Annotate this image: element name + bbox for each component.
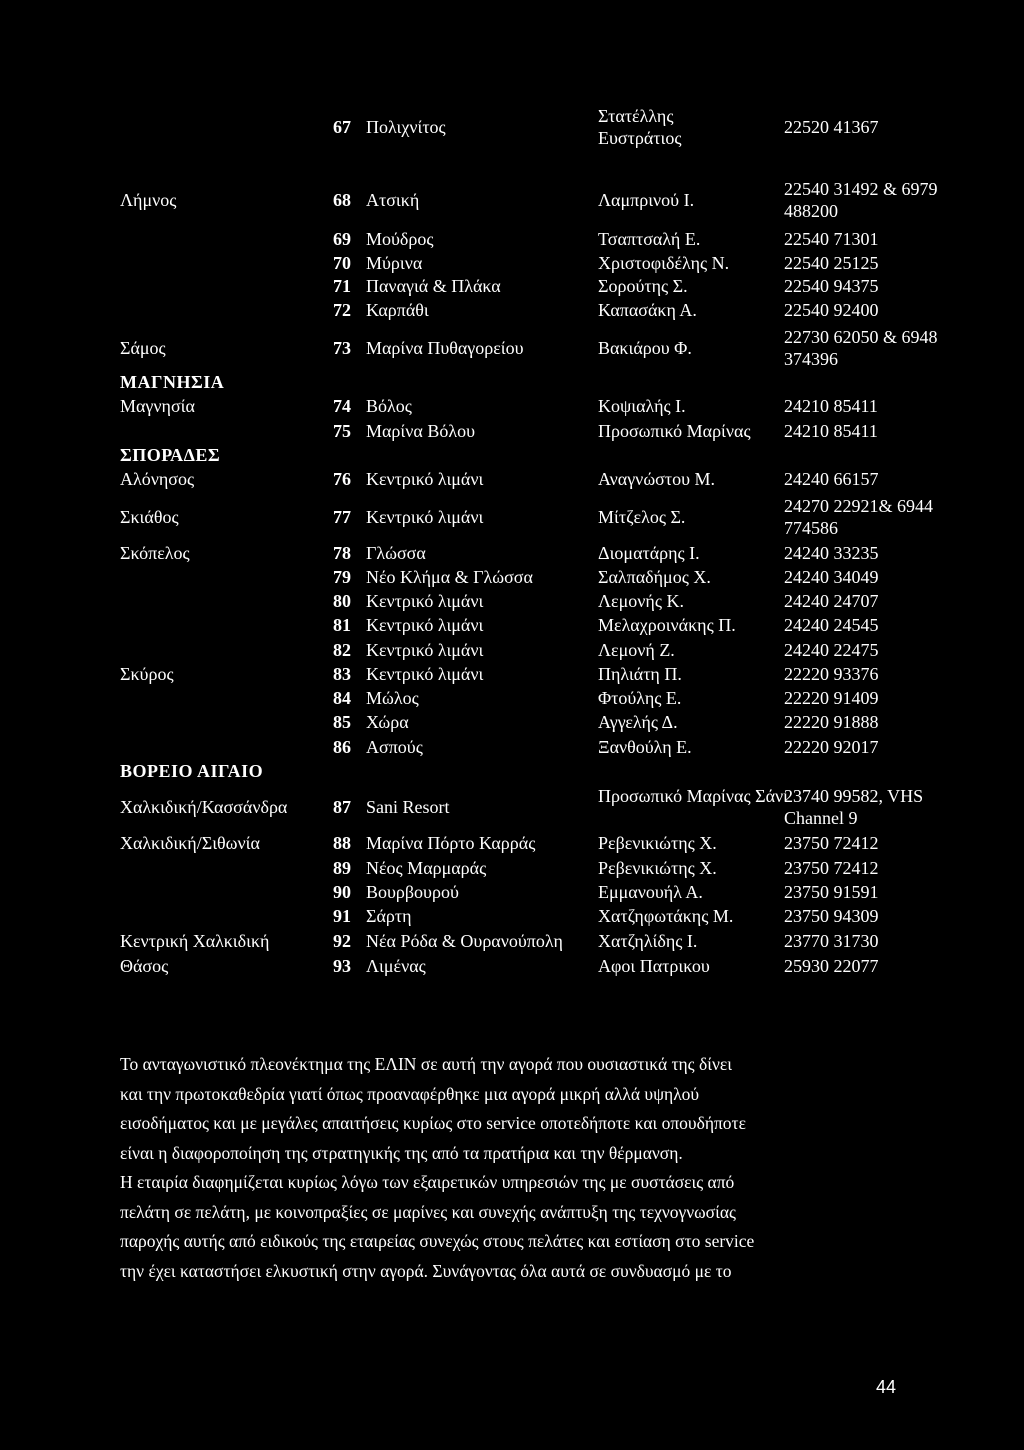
region-cell: Αλόνησος — [120, 469, 195, 489]
person-cell: Προσωπικό Μαρίνας — [598, 421, 751, 441]
phone-cell: 23750 94309 — [784, 906, 879, 926]
row-number: 82 — [333, 640, 351, 660]
phone-cell: 22540 31492 & 6979 488200 — [784, 179, 938, 221]
location-cell: Μαρίνα Πυθαγορείου — [366, 338, 524, 358]
location-cell: Κεντρικό λιμάνι — [366, 615, 484, 635]
row-number: 78 — [333, 543, 351, 563]
phone-cell: 22540 71301 — [784, 229, 879, 249]
phone-cell: 24270 22921& 6944 774586 — [784, 496, 934, 538]
person-cell: Καπασάκη Α. — [598, 300, 697, 320]
person-cell — [598, 785, 788, 807]
phone-cell: 22520 41367 — [784, 117, 879, 137]
region-cell: Σάμος — [120, 338, 166, 358]
region-cell: Σκύρος — [120, 664, 174, 684]
row-number: 81 — [333, 615, 351, 635]
row-number: 80 — [333, 591, 351, 611]
phone-cell: 24240 34049 — [784, 567, 879, 587]
region-cell: Χαλκιδική/Κασσάνδρα — [120, 797, 288, 817]
row-number: 91 — [333, 906, 351, 926]
location-cell: Παναγιά & Πλάκα — [366, 276, 501, 296]
person-cell: Λεμονή Ζ. — [598, 640, 675, 660]
phone-cell: 23770 31730 — [784, 931, 879, 951]
region-cell: Σκιάθος — [120, 507, 179, 527]
phone-cell: 23740 99582, VHS Channel 9 — [784, 786, 924, 828]
row-number: 93 — [333, 956, 351, 976]
row-number: 68 — [333, 190, 351, 210]
phone-cell: 22220 92017 — [784, 737, 879, 757]
phone-cell: 22730 62050 & 6948 374396 — [784, 327, 938, 369]
paragraph-line: πελάτη σε πελάτη, με κοινοπραξίες σε μαρίνες και συνεχής ανάπτυξη της τεχνογνωσίας — [120, 1201, 736, 1222]
phone-cell: 22540 92400 — [784, 300, 879, 320]
row-number: 88 — [333, 833, 351, 853]
person-cell: Λαμπρινού Ι. — [598, 190, 695, 210]
region-cell: Μαγνησία — [120, 396, 195, 416]
row-number: 85 — [333, 712, 351, 732]
person-cell: Βακιάρου Φ. — [598, 338, 692, 358]
phone-cell: 23750 72412 — [784, 833, 879, 853]
region-cell: Λήμνος — [120, 190, 177, 210]
person-cell: Λεμονής Κ. — [598, 591, 684, 611]
location-cell: Κεντρικό λιμάνι — [366, 507, 484, 527]
person-cell: Αφοι Πατρικου — [598, 956, 710, 976]
person-cell: Τσαπτσαλή Ε. — [598, 229, 701, 249]
row-number: 75 — [333, 421, 351, 441]
row-number: 89 — [333, 858, 351, 878]
phone-cell: 22220 91409 — [784, 688, 879, 708]
person-cell: Ξανθούλη Ε. — [598, 737, 692, 757]
row-number: 86 — [333, 737, 351, 757]
person-cell: Πηλιάτη Π. — [598, 664, 682, 684]
row-number: 87 — [333, 797, 351, 817]
section-heading-sporades: ΣΠΟΡΑΔΕΣ — [120, 445, 221, 465]
section-heading-magnisia: ΜΑΓΝΗΣΙΑ — [120, 372, 225, 392]
paragraph-line: και την πρωτοκαθεδρία γιατί όπως προαναφέρθηκε μια αγορά μικρή αλλά υψηλού — [120, 1083, 700, 1104]
location-cell: Κεντρικό λιμάνι — [366, 664, 484, 684]
phone-cell: 22540 25125 — [784, 253, 879, 273]
person-cell — [598, 105, 738, 149]
row-number: 84 — [333, 688, 351, 708]
location-cell: Μαρίνα Βόλου — [366, 421, 475, 441]
person-cell: Μελαχροινάκης Π. — [598, 615, 736, 635]
location-cell: Πολιχνίτος — [366, 117, 446, 137]
row-number: 72 — [333, 300, 351, 320]
row-number: 79 — [333, 567, 351, 587]
person-cell: Χριστοφιδέλης Ν. — [598, 253, 730, 273]
person-text: Προσωπικό Μαρίνας Σάνι — [598, 786, 788, 806]
location-cell: Χώρα — [366, 712, 409, 732]
phone-cell: 24210 85411 — [784, 421, 878, 441]
phone-cell: 22540 94375 — [784, 276, 879, 296]
region-cell: Χαλκιδική/Σιθωνία — [120, 833, 260, 853]
person-cell: Φτούλης Ε. — [598, 688, 682, 708]
paragraph-line: Το ανταγωνιστικό πλεονέκτημα της ΕΛΙΝ σε αυτή την αγορά που ουσιαστικά της δίνει — [120, 1054, 732, 1074]
location-cell: Ατσική — [366, 190, 420, 210]
paragraph-line: Η εταιρία διαφημίζεται κυρίως λόγω των εξαιρετικών υπηρεσιών της με συστάσεις από — [120, 1172, 735, 1192]
phone-cell: 24210 85411 — [784, 396, 878, 416]
phone-cell: 22220 91888 — [784, 712, 879, 732]
row-number: 83 — [333, 664, 351, 684]
paragraph-line: εισοδήματος και με μεγάλες απαιτήσεις κυρίως στο service οποτεδήποτε και οπουδήποτε — [120, 1113, 746, 1133]
region-cell: Σκόπελος — [120, 543, 190, 563]
row-number: 92 — [333, 931, 351, 951]
phone-cell: 22220 93376 — [784, 664, 879, 684]
location-cell: Βουρβουρού — [366, 882, 459, 902]
person-cell: Αναγνώστου Μ. — [598, 469, 716, 489]
person-cell: Αγγελής Δ. — [598, 712, 678, 732]
location-cell: Μώλος — [366, 688, 419, 708]
row-number: 90 — [333, 882, 351, 902]
row-number: 67 — [333, 117, 351, 137]
location-cell: Νέος Μαρμαράς — [366, 858, 487, 878]
location-cell: Καρπάθι — [366, 300, 429, 320]
phone-cell: 24240 22475 — [784, 640, 879, 660]
row-number: 74 — [333, 396, 351, 416]
phone-cell: 24240 66157 — [784, 469, 879, 489]
body-paragraph — [120, 1050, 900, 1286]
phone-cell: 23750 91591 — [784, 882, 879, 902]
phone-cell: 25930 22077 — [784, 956, 879, 976]
row-number: 73 — [333, 338, 351, 358]
phone-cell: 24240 33235 — [784, 543, 879, 563]
paragraph-line: παροχής αυτής από ειδικούς της εταιρείας συνεχώς στους πελάτες και εστίαση στο service — [120, 1231, 755, 1251]
person-text: Στατέλλης Ευστράτιος — [598, 106, 682, 148]
person-cell: Σορούτης Σ. — [598, 276, 688, 296]
person-cell: Χατζηφωτάκης Μ. — [598, 906, 734, 926]
location-cell: Λιμένας — [366, 956, 426, 976]
paragraph-line: την έχει καταστήσει ελκυστική στην αγορά. Συνάγοντας όλα αυτά σε συνδυασμό με το — [120, 1260, 732, 1281]
region-cell: Κεντρική Χαλκιδική — [120, 931, 270, 951]
location-cell: Βόλος — [366, 396, 412, 416]
row-number: 77 — [333, 507, 351, 527]
location-cell: Κεντρικό λιμάνι — [366, 591, 484, 611]
region-cell: Θάσος — [120, 956, 169, 976]
person-cell: Διοματάρης Ι. — [598, 543, 700, 563]
location-cell: Μαρίνα Πόρτο Καρράς — [366, 833, 536, 853]
page-number: 44 — [876, 1377, 897, 1397]
location-cell: Μύρινα — [366, 253, 423, 273]
person-cell: Ρεβενικιώτης Χ. — [598, 858, 717, 878]
location-cell: Ασπούς — [366, 737, 423, 757]
location-cell: Σάρτη — [366, 906, 412, 926]
person-cell: Σαλπαδήμος Χ. — [598, 567, 711, 587]
section-heading-voreio-aigaio: ΒΟΡΕΙΟ ΑΙΓΑΙΟ — [120, 761, 264, 781]
paragraph-line: είναι η διαφοροποίηση της στρατηγικής της από τα πρατήρια και την θέρμανση. — [120, 1142, 683, 1163]
row-number: 70 — [333, 253, 351, 273]
location-cell: Νέα Ρόδα & Ουρανούπολη — [366, 931, 563, 951]
location-cell: Γλώσσα — [366, 543, 426, 563]
person-cell: Ρεβενικιώτης Χ. — [598, 833, 717, 853]
person-cell: Κοψιαλής Ι. — [598, 396, 686, 416]
location-cell: Κεντρικό λιμάνι — [366, 469, 484, 489]
phone-cell: 23750 72412 — [784, 858, 879, 878]
row-number: 76 — [333, 469, 351, 489]
row-number: 69 — [333, 229, 351, 249]
phone-cell: 24240 24545 — [784, 615, 879, 635]
person-cell: Μίτζελος Σ. — [598, 507, 686, 527]
location-cell: Κεντρικό λιμάνι — [366, 640, 484, 660]
phone-cell: 24240 24707 — [784, 591, 879, 611]
person-cell: Χατζηλίδης Ι. — [598, 931, 698, 951]
location-cell: Νέο Κλήμα & Γλώσσα — [366, 567, 533, 587]
row-number: 71 — [333, 276, 351, 296]
location-cell: Μούδρος — [366, 229, 434, 249]
person-cell: Εμμανουήλ Α. — [598, 882, 703, 902]
location-cell: Sani Resort — [366, 797, 450, 817]
